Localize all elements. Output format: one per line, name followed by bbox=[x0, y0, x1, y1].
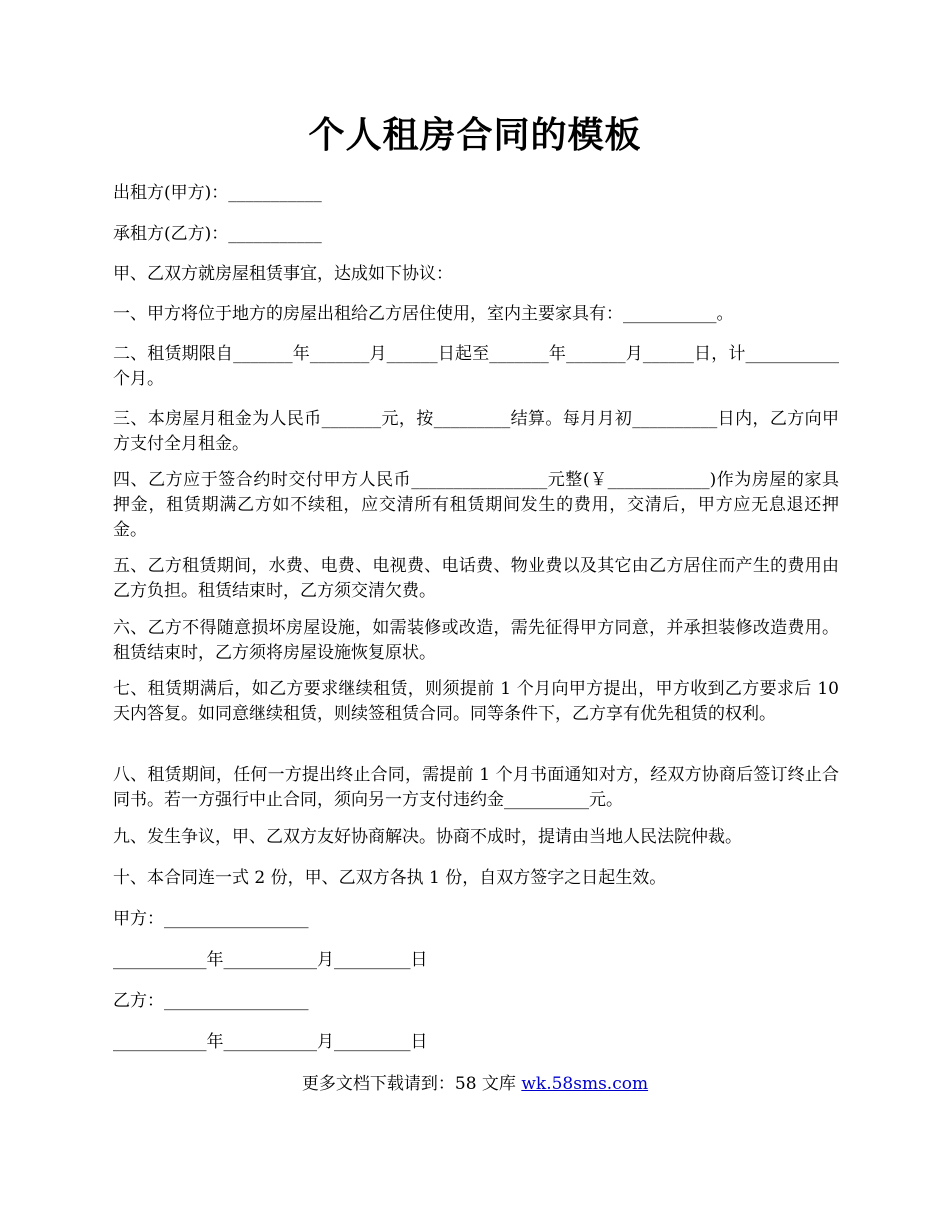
footer-text: 更多文档下载请到：58 文库 bbox=[301, 1074, 522, 1094]
clause-1: 一、甲方将位于地方的房屋出租给乙方居住使用，室内主要家具有：___________。 bbox=[113, 304, 734, 324]
clause-6: 六、乙方不得随意损坏房屋设施，如需装修或改造，需先征得甲方同意，并承担装修改造费用。租赁结束时，乙方须将房屋设施恢复原状。 bbox=[113, 618, 839, 663]
party-a-date: ___________年___________月_________日 bbox=[113, 950, 428, 970]
clause-8: 八、租赁期间，任何一方提出终止合同，需提前 1 个月书面通知对方，经双方协商后签订终止合同书。若一方强行中止合同，须向另一方支付违约金__________元。 bbox=[113, 765, 839, 810]
footer-link[interactable]: wk.58sms.com bbox=[521, 1074, 649, 1094]
clause-9: 九、发生争议，甲、乙双方友好协商解决。协商不成时，提请由当地人民法院仲裁。 bbox=[113, 827, 742, 847]
party-b-signature: 乙方：_________________ bbox=[113, 991, 309, 1011]
party-a-signature: 甲方：_________________ bbox=[113, 909, 309, 929]
clause-2: 二、租赁期限自_______年_______月______日起至_______年_______月______日，计___________个月。 bbox=[113, 344, 839, 389]
clause-4: 四、乙方应于签合约时交付甲方人民币________________元整(￥____________)作为房屋的家具押金，租赁期满乙方如不续租，应交清所有租赁期间发生的费用，交清后，甲方应无息退还押金。 bbox=[113, 470, 839, 540]
lessee-line: 承租方(乙方)：___________ bbox=[113, 224, 322, 244]
party-b-date: ___________年___________月_________日 bbox=[113, 1032, 428, 1052]
intro-paragraph: 甲、乙双方就房屋租赁事宜，达成如下协议： bbox=[113, 264, 453, 284]
clause-10: 十、本合同连一式 2 份，甲、乙双方各执 1 份，自双方签字之日起生效。 bbox=[113, 868, 667, 888]
clause-7: 七、租赁期满后，如乙方要求继续租赁，则须提前 1 个月向甲方提出，甲方收到乙方要求后 10 天内答复。如同意继续租赁，则续签租赁合同。同等条件下，乙方享有优先租赁的权利。 bbox=[113, 679, 839, 724]
clause-5: 五、乙方租赁期间，水费、电费、电视费、电话费、物业费以及其它由乙方居住而产生的费用由乙方负担。租赁结束时，乙方须交清欠费。 bbox=[113, 556, 839, 601]
document-title: 个人租房合同的模板 bbox=[308, 114, 642, 156]
lessor-line: 出租方(甲方)：___________ bbox=[113, 183, 322, 203]
clause-3: 三、本房屋月租金为人民币_______元，按_________结算。每月月初__________日内，乙方向甲方支付全月租金。 bbox=[113, 409, 839, 454]
footer bbox=[0, 1072, 950, 1097]
